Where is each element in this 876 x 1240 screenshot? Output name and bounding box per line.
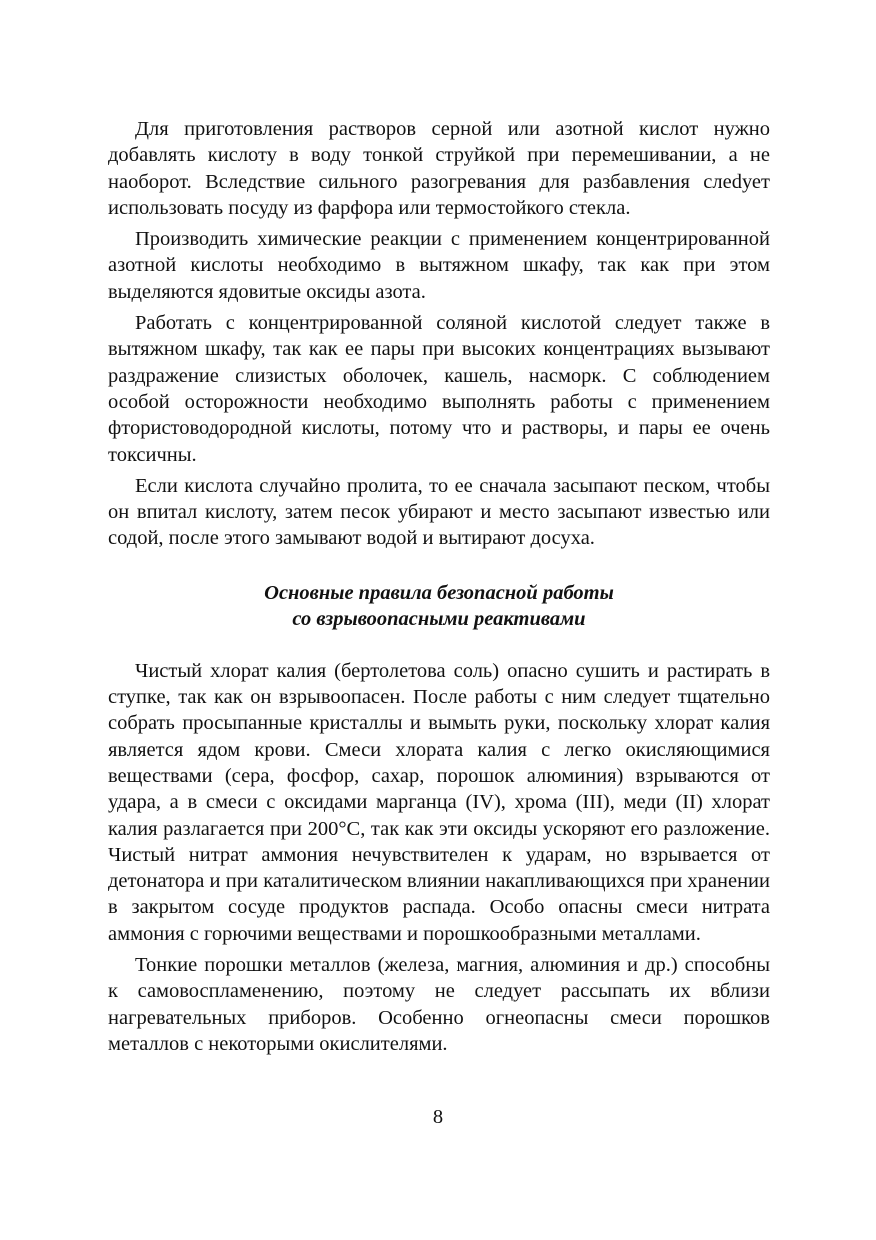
section-heading-line-1: Основные правила безопасной работы <box>264 581 614 604</box>
paragraph-potassium-chlorate: Чистый хлорат калия (бертолетова соль) опасно сушить и растирать в ступке, так как он взрывоопасен. После работы с ним следует тщательно собрать просыпанные кристаллы и вымыть руки, поскольку хлорат калия является ядом крови. Смеси хлората калия с легко окисляющимися веществами (сера, фосфор, сахар, порошок алюминия) взрываются от удара, а в смеси с оксидами марганца (IV), хрома (III), меди (II) хлорат калия разлагается при 200°С, так как эти оксиды ускоряют его разложение. Чистый нитрат аммония нечувствителен к ударам, но взрывается от детонатора и при каталитическом влиянии накапливающихся при хранении в закрытом сосуде продуктов распада. Особо опасны смеси нитрата аммония с горючими веществами и порошкообразными металлами. <box>108 659 770 945</box>
section-heading <box>108 580 770 632</box>
paragraph-sulfuric-nitric-dilution: Для приготовления растворов серной или азотной кислот нужно добавлять кислоту в воду тонкой струйкой при перемешивании, а не наоборот. Вследствие сильного разогревания для разбавления слеdует использовать посуду из фарфора или термостойкого стекла. <box>108 118 770 219</box>
section-heading-line-2: со взрывоопасными реактивами <box>292 607 586 630</box>
page-body <box>108 116 770 1062</box>
page-number: 8 <box>432 1106 444 1128</box>
paragraph-hydrochloric-hydrofluoric: Работать с концентрированной соляной кислотой следует также в вытяжном шкафу, так как ее пары при высоких концентрациях вызывают раздражение слизистых оболочек, кашель, насморк. С соблюдением особой осторожности необходимо выполнять работы с применением фтористоводородной кислоты, потому что и растворы, и пары ее очень токсичны. <box>108 312 770 466</box>
paragraph-nitric-acid-fume-hood: Производить химические реакции с применением концентрированной азотной кислоты необходимо в вытяжном шкафу, так как при этом выделяются ядовитые оксиды азота. <box>108 228 770 303</box>
paragraph-metal-powders: Тонкие порошки металлов (железа, магния, алюминия и др.) способны к самовоспламенению, поэтому не следует рассыпать их вблизи нагревательных приборов. Особенно огнеопасны смеси порошков металлов с некоторыми окислителями. <box>108 954 770 1055</box>
paragraph-acid-spill: Если кислота случайно пролита, то ее сначала засыпают песком, чтобы он впитал кислоту, затем песок убирают и место засыпают известью или содой, после этого замывают водой и вытирают досуха. <box>108 474 770 550</box>
